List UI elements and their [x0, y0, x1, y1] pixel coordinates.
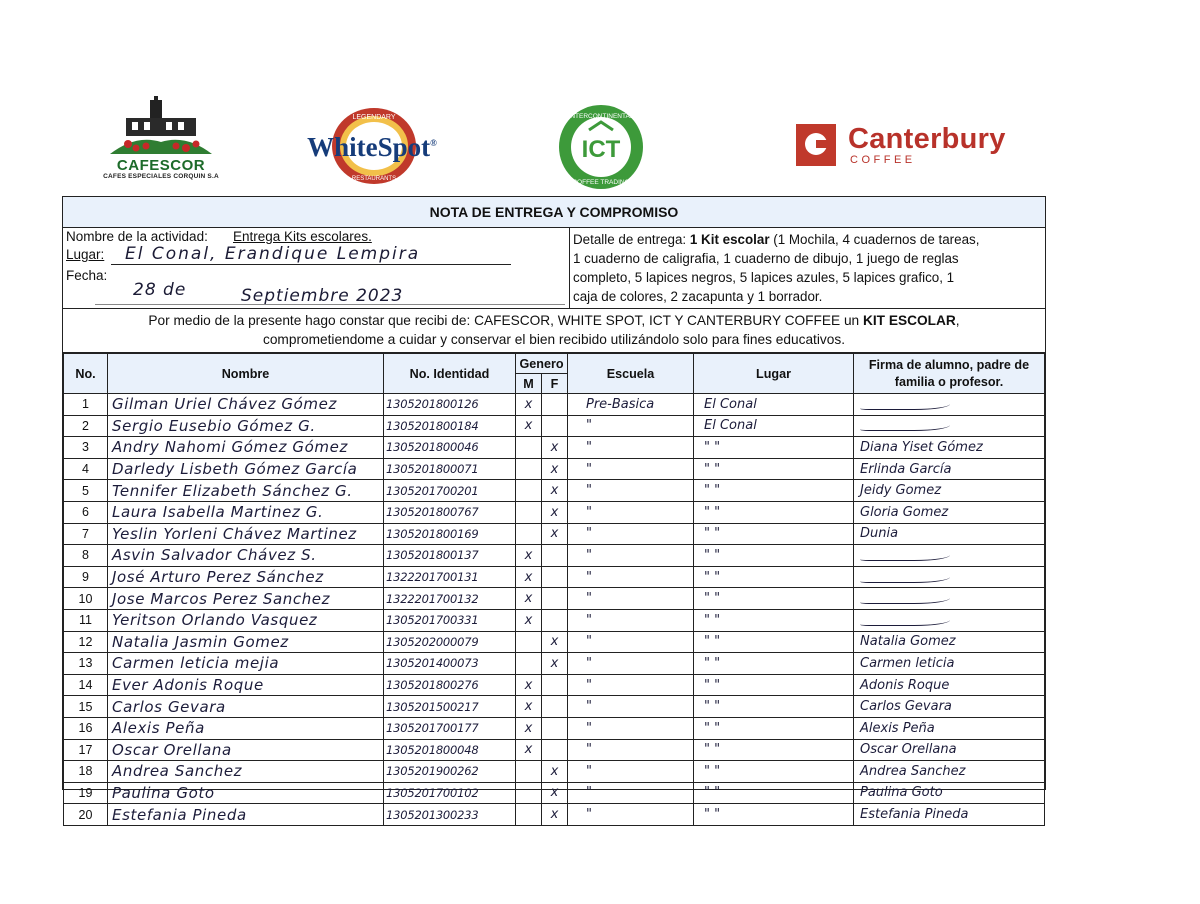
cell-no: 17 [64, 739, 108, 761]
cell-escuela: " [568, 631, 694, 653]
cell-f [542, 394, 568, 416]
cell-escuela: " [568, 717, 694, 739]
cell-f: x [542, 480, 568, 502]
whitespot-ring-top: LEGENDARY [352, 114, 396, 121]
table-row [64, 458, 1045, 480]
cell-escuela: " [568, 458, 694, 480]
cell-no: 13 [64, 653, 108, 675]
whitespot-logo [292, 106, 452, 186]
signature-scribble [860, 611, 950, 626]
cell-firma: Gloria Gomez [854, 501, 1045, 523]
table-row [64, 674, 1045, 696]
statement-bold: KIT ESCOLAR [862, 313, 956, 328]
cell-lugar: " " [694, 696, 854, 718]
cell-lugar: " " [694, 480, 854, 502]
cell-name: Tennifer Elizabeth Sánchez G. [108, 480, 384, 502]
detail-label: Detalle de entrega: [573, 232, 687, 247]
cell-f: x [542, 761, 568, 783]
detail-line-4: caja de colores, 2 zacapunta y 1 borrador. [573, 289, 823, 304]
cell-firma: Andrea Sanchez [854, 761, 1045, 783]
cell-f: x [542, 804, 568, 826]
table-row [64, 437, 1045, 459]
cell-id: 1305201700177 [384, 717, 516, 739]
cell-escuela: " [568, 782, 694, 804]
cell-m: x [516, 415, 542, 437]
cell-escuela: " [568, 696, 694, 718]
cell-no: 18 [64, 761, 108, 783]
table-row [64, 501, 1045, 523]
cell-firma [854, 545, 1045, 567]
cell-f [542, 739, 568, 761]
cell-m: x [516, 696, 542, 718]
cell-name: Laura Isabella Martinez G. [108, 501, 384, 523]
cell-name: Paulina Goto [108, 782, 384, 804]
cell-m [516, 653, 542, 675]
cell-firma [854, 609, 1045, 631]
detail-text-1: (1 Mochila, 4 cuadernos de tareas, [773, 232, 980, 247]
canterbury-word: Canterbury [848, 123, 1006, 155]
whitespot-ring-bottom: RESTAURANTS [351, 176, 397, 182]
table-row [64, 394, 1045, 416]
cell-lugar: El Conal [694, 394, 854, 416]
cell-name: José Arturo Perez Sánchez [108, 566, 384, 588]
place-underline [111, 264, 511, 265]
cell-name: Darledy Lisbeth Gómez García [108, 458, 384, 480]
cell-m: x [516, 566, 542, 588]
cell-escuela: " [568, 501, 694, 523]
table-row [64, 609, 1045, 631]
cell-id: 1305201700331 [384, 609, 516, 631]
cell-m [516, 523, 542, 545]
cell-name: Carmen leticia mejia [108, 653, 384, 675]
cell-firma: Dunia [854, 523, 1045, 545]
date-label: Fecha: [66, 268, 108, 283]
cell-name: Asvin Salvador Chávez S. [108, 545, 384, 567]
cell-lugar: " " [694, 566, 854, 588]
cell-id: 1305201800048 [384, 739, 516, 761]
cell-f: x [542, 501, 568, 523]
cell-id: 1305202000079 [384, 631, 516, 653]
students-table [63, 353, 1045, 826]
header-identidad: No. Identidad [384, 354, 516, 394]
cell-escuela: Pre-Basica [568, 394, 694, 416]
detail-line-3: completo, 5 lapices negros, 5 lapices azules, 5 lapices grafico, 1 [573, 270, 955, 285]
cell-escuela: " [568, 480, 694, 502]
cell-no: 20 [64, 804, 108, 826]
place-label: Lugar: [66, 247, 105, 262]
cell-id: 1305201800137 [384, 545, 516, 567]
cell-id: 1305201800767 [384, 501, 516, 523]
delivery-detail [571, 228, 1045, 308]
cell-lugar: " " [694, 761, 854, 783]
cell-escuela: " [568, 437, 694, 459]
cell-id: 1305201800071 [384, 458, 516, 480]
table-row [64, 523, 1045, 545]
cell-f: x [542, 653, 568, 675]
header-escuela: Escuela [568, 354, 694, 394]
cafescor-logo [100, 96, 222, 196]
header-m: M [516, 374, 542, 394]
detail-line-1 [573, 230, 1045, 249]
cell-name: Andrea Sanchez [108, 761, 384, 783]
cell-m [516, 761, 542, 783]
cell-name: Gilman Uriel Chávez Gómez [108, 394, 384, 416]
cell-id: 1305201300233 [384, 804, 516, 826]
header-lugar: Lugar [694, 354, 854, 394]
statement-line-1 [63, 311, 1045, 330]
cell-f [542, 674, 568, 696]
cell-f [542, 588, 568, 610]
cell-firma: Natalia Gomez [854, 631, 1045, 653]
signature-scribble [860, 568, 950, 583]
cell-m: x [516, 609, 542, 631]
table-row [64, 480, 1045, 502]
cell-f [542, 566, 568, 588]
cell-m: x [516, 545, 542, 567]
table-row [64, 545, 1045, 567]
table-row [64, 782, 1045, 804]
cell-id: 1305201900262 [384, 761, 516, 783]
cell-firma: Erlinda García [854, 458, 1045, 480]
cell-firma: Carmen leticia [854, 653, 1045, 675]
cell-m: x [516, 717, 542, 739]
cell-no: 15 [64, 696, 108, 718]
cell-firma: Carlos Gevara [854, 696, 1045, 718]
cell-no: 4 [64, 458, 108, 480]
cell-m: x [516, 674, 542, 696]
statement-line-2: comprometiendome a cuidar y conservar el bien recibido utilizándolo solo para fines educativos. [262, 332, 846, 347]
cell-name: Alexis Peña [108, 717, 384, 739]
whitespot-word-text: WhiteSpot [307, 132, 431, 162]
cell-no: 2 [64, 415, 108, 437]
cell-firma: Paulina Goto [854, 782, 1045, 804]
cell-lugar: " " [694, 545, 854, 567]
cell-no: 14 [64, 674, 108, 696]
cell-escuela: " [568, 761, 694, 783]
header-nombre: Nombre [108, 354, 384, 394]
ict-logo [555, 104, 647, 190]
cell-firma: Adonis Roque [854, 674, 1045, 696]
cell-escuela: " [568, 674, 694, 696]
signature-scribble [860, 546, 950, 561]
signature-scribble [860, 395, 950, 410]
cell-no: 1 [64, 394, 108, 416]
cell-escuela: " [568, 415, 694, 437]
info-left [63, 228, 570, 308]
students-body [64, 394, 1045, 826]
date-underline [95, 304, 565, 305]
cell-lugar: " " [694, 437, 854, 459]
table-row [64, 717, 1045, 739]
cell-firma: Diana Yiset Gómez [854, 437, 1045, 459]
cell-no: 3 [64, 437, 108, 459]
cell-id: 1322201700131 [384, 566, 516, 588]
cell-f [542, 696, 568, 718]
cafescor-name: CAFESCOR [116, 157, 206, 174]
ict-ring-bottom: COFFEE TRADING [572, 179, 630, 186]
cell-f [542, 609, 568, 631]
cell-f: x [542, 782, 568, 804]
cell-m: x [516, 394, 542, 416]
cell-name: Natalia Jasmin Gomez [108, 631, 384, 653]
cell-id: 1305201700102 [384, 782, 516, 804]
header-row-1 [64, 354, 1045, 374]
cell-no: 9 [64, 566, 108, 588]
cell-id: 1322201700132 [384, 588, 516, 610]
cell-id: 1305201800276 [384, 674, 516, 696]
cell-lugar: " " [694, 501, 854, 523]
cell-name: Yeritson Orlando Vasquez [108, 609, 384, 631]
cell-escuela: " [568, 804, 694, 826]
cell-m: x [516, 739, 542, 761]
cell-name: Sergio Eusebio Gómez G. [108, 415, 384, 437]
cell-no: 8 [64, 545, 108, 567]
cell-lugar: " " [694, 609, 854, 631]
cell-no: 6 [64, 501, 108, 523]
cell-id: 1305201800126 [384, 394, 516, 416]
header-f: F [542, 374, 568, 394]
table-row [64, 761, 1045, 783]
cell-id: 1305201800184 [384, 415, 516, 437]
cell-escuela: " [568, 523, 694, 545]
cell-f: x [542, 437, 568, 459]
delivery-form [62, 196, 1046, 824]
table-row [64, 415, 1045, 437]
cafescor-subtitle: CAFES ESPECIALES CORQUIN S.A [103, 173, 219, 180]
cell-escuela: " [568, 545, 694, 567]
cell-f: x [542, 631, 568, 653]
cell-firma: Jeidy Gomez [854, 480, 1045, 502]
cell-m [516, 437, 542, 459]
cell-lugar: " " [694, 717, 854, 739]
cell-id: 1305201800046 [384, 437, 516, 459]
cell-escuela: " [568, 566, 694, 588]
ict-seal-icon [555, 104, 647, 190]
canterbury-logo [796, 124, 1036, 170]
cell-id: 1305201700201 [384, 480, 516, 502]
cell-lugar: " " [694, 739, 854, 761]
signature-scribble [860, 416, 950, 431]
cell-lugar: " " [694, 588, 854, 610]
ict-ring-top: INTERCONTINENTAL [568, 113, 634, 120]
cell-lugar: " " [694, 782, 854, 804]
cell-name: Yeslin Yorleni Chávez Martinez [108, 523, 384, 545]
cell-m [516, 458, 542, 480]
table-row [64, 804, 1045, 826]
cell-no: 16 [64, 717, 108, 739]
activity-value: Entrega Kits escolares. [233, 229, 372, 244]
cell-id: 1305201500217 [384, 696, 516, 718]
cell-firma: Estefania Pineda [854, 804, 1045, 826]
cell-no: 5 [64, 480, 108, 502]
statement [63, 309, 1045, 353]
cell-lugar: " " [694, 631, 854, 653]
cell-lugar: El Conal [694, 415, 854, 437]
whitespot-registered: ® [430, 138, 437, 148]
cell-f [542, 545, 568, 567]
cell-firma [854, 394, 1045, 416]
table-row [64, 588, 1045, 610]
place-value: El Conal, Erandique Lempira [125, 244, 421, 264]
cell-lugar: " " [694, 653, 854, 675]
cell-f: x [542, 458, 568, 480]
cell-name: Oscar Orellana [108, 739, 384, 761]
cell-escuela: " [568, 588, 694, 610]
form-title: NOTA DE ENTREGA Y COMPROMISO [63, 197, 1045, 228]
whitespot-word [292, 132, 452, 163]
cell-id: 1305201800169 [384, 523, 516, 545]
cell-escuela: " [568, 609, 694, 631]
detail-bold: 1 Kit escolar [689, 232, 770, 247]
header-genero: Genero [516, 354, 568, 374]
date-value-2: Septiembre 2023 [241, 286, 404, 306]
cell-escuela: " [568, 653, 694, 675]
cell-m: x [516, 588, 542, 610]
cell-no: 10 [64, 588, 108, 610]
table-row [64, 739, 1045, 761]
signature-scribble [860, 589, 950, 604]
cell-name: Ever Adonis Roque [108, 674, 384, 696]
cell-firma: Alexis Peña [854, 717, 1045, 739]
cell-lugar: " " [694, 458, 854, 480]
cell-no: 11 [64, 609, 108, 631]
cell-id: 1305201400073 [384, 653, 516, 675]
cell-lugar: " " [694, 674, 854, 696]
cell-f [542, 717, 568, 739]
cell-f: x [542, 523, 568, 545]
cell-m [516, 480, 542, 502]
cell-firma: Oscar Orellana [854, 739, 1045, 761]
cell-f [542, 415, 568, 437]
table-row [64, 653, 1045, 675]
header-firma: Firma de alumno, padre de familia o profesor. [854, 354, 1045, 394]
ict-center: ICT [581, 136, 621, 163]
cell-lugar: " " [694, 523, 854, 545]
statement-text: Por medio de la presente hago constar que recibi de: CAFESCOR, WHITE SPOT, ICT Y CANTERBURY COFFEE un [148, 313, 860, 328]
cell-name: Andry Nahomi Gómez Gómez [108, 437, 384, 459]
date-value-1: 28 de [133, 280, 187, 300]
table-row [64, 631, 1045, 653]
cell-firma [854, 415, 1045, 437]
cell-m [516, 631, 542, 653]
cell-m [516, 501, 542, 523]
canterbury-coffee: COFFEE [850, 154, 916, 166]
logo-bar [0, 0, 1200, 200]
cell-no: 19 [64, 782, 108, 804]
cell-name: Jose Marcos Perez Sanchez [108, 588, 384, 610]
cell-firma [854, 566, 1045, 588]
cell-no: 12 [64, 631, 108, 653]
cell-firma [854, 588, 1045, 610]
cell-lugar: " " [694, 804, 854, 826]
cell-name: Carlos Gevara [108, 696, 384, 718]
cell-m [516, 804, 542, 826]
cell-escuela: " [568, 739, 694, 761]
statement-comma: , [955, 313, 960, 328]
cell-name: Estefania Pineda [108, 804, 384, 826]
activity-label: Nombre de la actividad: [66, 229, 208, 244]
detail-line-2: 1 cuaderno de caligrafia, 1 cuaderno de dibujo, 1 juego de reglas [573, 251, 959, 266]
table-row [64, 566, 1045, 588]
cafescor-church-icon [106, 96, 216, 158]
header-no: No. [64, 354, 108, 394]
cell-m [516, 782, 542, 804]
cell-no: 7 [64, 523, 108, 545]
info-section [63, 228, 1045, 309]
canterbury-mark-icon [796, 124, 836, 166]
table-row [64, 696, 1045, 718]
